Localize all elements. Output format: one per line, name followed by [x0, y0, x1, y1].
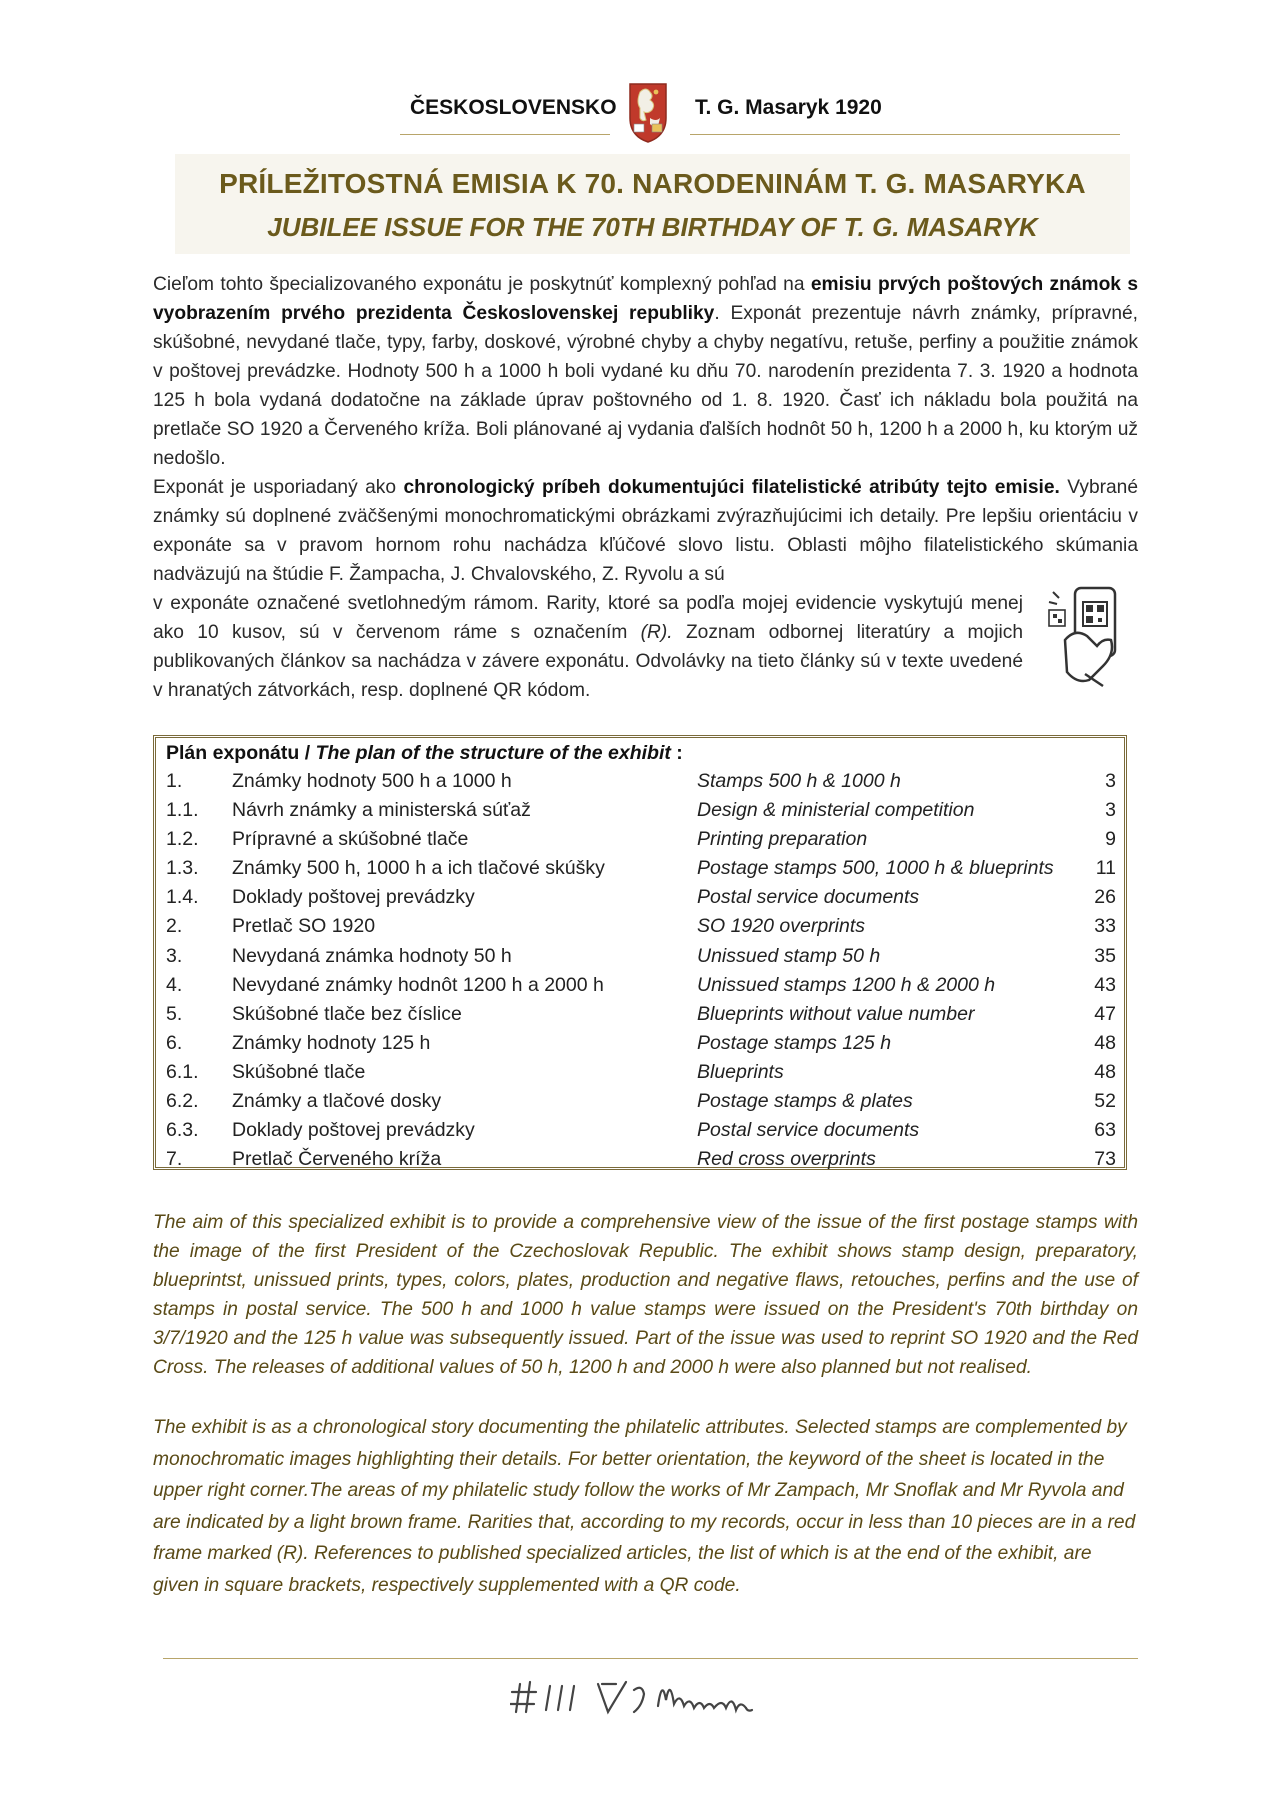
intro-p1-bold: emisiu prvých poštových známok s vyobrazením prvého prezidenta Československej republiky: [153, 274, 1138, 324]
plan-row-number: 6.1.: [166, 1060, 199, 1083]
plan-row-slovak: Známky hodnoty 500 h a 1000 h: [232, 770, 512, 792]
plan-row: [166, 883, 1116, 912]
plan-row-page: 9: [1105, 828, 1116, 851]
plan-row-english: Postal service documents: [697, 1119, 920, 1142]
plan-row: [166, 1116, 1116, 1145]
plan-row-english: Stamps 500 h & 1000 h: [697, 770, 901, 792]
plan-row-slovak: Skúšobné tlače: [232, 1060, 366, 1083]
plan-row-page: 47: [1094, 1002, 1116, 1025]
plan-row-page: 63: [1094, 1119, 1116, 1142]
plan-row: [166, 767, 1116, 796]
plan-row-number: 5.: [166, 1002, 183, 1025]
plan-row-number: 1.1.: [166, 799, 199, 822]
plan-row-page: 33: [1094, 915, 1116, 938]
plan-row-english: Red cross overprints: [697, 1148, 876, 1171]
plan-row-english: Blueprints: [697, 1060, 784, 1083]
header-divider-right: [690, 134, 1120, 135]
title-block: [175, 154, 1130, 254]
intro-p2-bold: chronologický príbeh dokumentujúci filatelistické atribúty tejto emisie.: [403, 477, 1060, 498]
intro-p2-r-mark: (R).: [640, 622, 673, 643]
plan-row-page: 35: [1094, 944, 1116, 967]
plan-row-page: 52: [1094, 1090, 1116, 1113]
plan-title: [166, 740, 1116, 767]
page-header: [0, 78, 1280, 148]
plan-row: [166, 942, 1116, 971]
plan-row-slovak: Známky 500 h, 1000 h a ich tlačové skúšky: [232, 857, 605, 880]
plan-title-colon: :: [670, 742, 683, 764]
plan-row-page: 43: [1094, 973, 1116, 996]
plan-row-number: 6.: [166, 1031, 183, 1054]
plan-row-number: 3.: [166, 944, 183, 967]
czechoslovak-coat-of-arms-icon: [626, 78, 670, 144]
plan-row-number: 4.: [166, 973, 183, 996]
plan-row-slovak: Pretlač SO 1920: [232, 915, 376, 938]
plan-row-english: Postage stamps 500, 1000 h & blueprints: [697, 857, 1054, 880]
plan-row-number: 1.3.: [166, 857, 199, 880]
plan-row-slovak: Pretlač Červeného kríža: [232, 1148, 442, 1171]
plan-title-slovak: Plán exponátu /: [166, 742, 316, 764]
plan-row-english: Postage stamps 125 h: [697, 1031, 892, 1054]
plan-row-english: Postal service documents: [697, 886, 920, 909]
plan-row-slovak: Doklady poštovej prevádzky: [232, 1119, 475, 1142]
plan-row-page: 3: [1105, 770, 1116, 792]
plan-row-page: 48: [1094, 1031, 1116, 1054]
plan-row-number: 7.: [166, 1148, 183, 1171]
plan-row-number: 6.2.: [166, 1090, 199, 1113]
plan-row-english: Unissued stamps 1200 h & 2000 h: [697, 973, 996, 996]
plan-row-english: Unissued stamp 50 h: [697, 944, 881, 967]
plan-row-english: Blueprints without value number: [697, 1002, 975, 1025]
aim-paragraph: The aim of this specialized exhibit is to provide a comprehensive view of the issue of the first postage stamps with the image of the first President of the Czechoslovak Republic. The exhibit shows stamp design, preparatory, blueprintst, unissued prints, types, colors, plates, production and negative flaws, retouches, perfins and the use of stamps in postal service. The 500 h and 1000 h value stamps were issued on the President's 70th birthday on 3/7/1920 and the 125 h value was subsequently issued. Part of the issue was used to reprint SO 1920 and the Red Cross. The releases of additional values of 50 h, 1200 h and 2000 h were also planned but not realised.: [153, 1212, 1138, 1378]
plan-row-slovak: Návrh známky a ministerská súťaž: [232, 799, 531, 822]
title-slovak: PRÍLEŽITOSTNÁ EMISIA K 70. NARODENINÁM T. G. MASARYKA: [219, 168, 1086, 199]
plan-row-page: 3: [1105, 799, 1116, 822]
header-country: ČESKOSLOVENSKO: [410, 96, 617, 119]
plan-row-page: 26: [1094, 886, 1116, 909]
plan-row-english: Postage stamps & plates: [697, 1090, 913, 1113]
plan-row: [166, 1058, 1116, 1087]
intro-p2-end: Zoznam odbornej literatúry a mojich publikovaných článkov sa nachádza v závere exponátu. Odvolávky na tieto články sú v texte uvedené v hranatých zátvorkách, resp. doplnené QR kódom.: [153, 622, 1023, 701]
plan-row-page: 11: [1095, 857, 1116, 880]
title-english: JUBILEE ISSUE FOR THE 70TH BIRTHDAY OF T. G. MASARYK: [267, 212, 1038, 242]
plan-row: [166, 825, 1116, 854]
plan-row: [166, 1145, 1116, 1174]
plan-row: [166, 854, 1116, 883]
plan-row-number: 1.2.: [166, 828, 199, 851]
plan-row-english: Printing preparation: [697, 828, 868, 851]
plan-row-number: 1.4.: [166, 886, 199, 909]
qr-phone-scan-icon: [1045, 580, 1135, 690]
exhibit-plan-table: [153, 735, 1127, 1170]
plan-rows: [166, 767, 1116, 1174]
plan-row-slovak: Skúšobné tlače bez číslice: [232, 1002, 462, 1025]
intro-p2-start: Exponát je usporiadaný ako: [153, 477, 404, 498]
plan-row-slovak: Nevydaná známka hodnoty 50 h: [232, 944, 512, 967]
footer-divider: [163, 1658, 1138, 1659]
signature-image: [510, 1670, 790, 1720]
plan-row: [166, 971, 1116, 1000]
intro-p2-rarity: v exponáte označené svetlohnedým rámom. Rarity, ktoré sa podľa mojej evidencie vyskytujú menej ako 10 kusov, sú v červenom ráme s označením: [153, 593, 1023, 643]
plan-row-slovak: Známky hodnoty 125 h: [232, 1031, 431, 1054]
plan-row-slovak: Nevydané známky hodnôt 1200 h a 2000 h: [232, 973, 604, 996]
intro-p2-narrow: [153, 589, 1023, 705]
plan-row-english: Design & ministerial competition: [697, 799, 975, 822]
plan-row-number: 6.3.: [166, 1119, 199, 1142]
exhibit-structure-paragraph: The exhibit is as a chronological story documenting the philatelic attributes. Selected stamps are complemented by monochromatic images highlighting their details. For better orientation, the keyword of the sheet is located in the upper right corner.The areas of my philatelic study follow the works of Mr Zampach, Mr Snoflak and Mr Ryvola and are indicated by a light brown frame. Rarities that, according to my records, occur in less than 10 pieces are in a red frame marked (R). References to published specialized articles, the list of which is at the end of the exhibit, are given in square brackets, respectively supplemented with a QR code.: [153, 1417, 1136, 1596]
plan-row-english: SO 1920 overprints: [697, 915, 866, 938]
plan-row-slovak: Doklady poštovej prevádzky: [232, 886, 475, 909]
intro-p2-middle: Vybrané známky sú doplnené zväčšenými monochromatickými obrázkami zvýrazňujúcimi ich detaily. Pre lepšiu orientáciu v exponáte sa v pravom hornom rohu nachádza kľúčové slovo listu. Oblasti môjho filatelistického skúmania nadväzujú na štúdie F. Žampacha, J. Chvalovského, Z. Ryvolu a sú: [153, 477, 1139, 585]
plan-title-english: The plan of the structure of the exhibit: [315, 742, 671, 764]
plan-row: [166, 1087, 1116, 1116]
intro-text: [153, 270, 1138, 705]
intro-p1-start: Cieľom tohto špecializovaného exponátu je poskytnúť komplexný pohľad na: [153, 274, 811, 295]
plan-row-page: 73: [1094, 1148, 1116, 1171]
plan-row-slovak: Prípravné a skúšobné tlače: [232, 828, 469, 851]
header-subject: T. G. Masaryk 1920: [695, 96, 882, 119]
plan-row-slovak: Známky a tlačové dosky: [232, 1090, 442, 1113]
header-divider-left: [400, 134, 610, 135]
plan-row: [166, 1029, 1116, 1058]
intro-p1-end: . Exponát prezentuje návrh známky, prípravné, skúšobné, nevydané tlače, typy, farby, doskové, výrobné chyby a chyby negatívu, retuše, perfiny a použitie známok v poštovej prevádzke. Hodnoty 500 h a 1000 h boli vydané ku dňu 70. narodenín prezidenta 7. 3. 1920 a hodnota 125 h bola vydaná dodatočne na základe úprav poštovného od 1. 8. 1920. Časť ich nákladu bola použitá na pretlače SO 1920 a Červeného kríža. Boli plánované aj vydania ďalších hodnôt 50 h, 1200 h a 2000 h, ku ktorým už nedošlo.: [153, 303, 1138, 469]
plan-row-number: 1.: [166, 770, 183, 792]
plan-row: [166, 1000, 1116, 1029]
plan-row: [166, 912, 1116, 941]
plan-row-page: 48: [1094, 1060, 1116, 1083]
plan-row: [166, 796, 1116, 825]
plan-row-number: 2.: [166, 915, 183, 938]
